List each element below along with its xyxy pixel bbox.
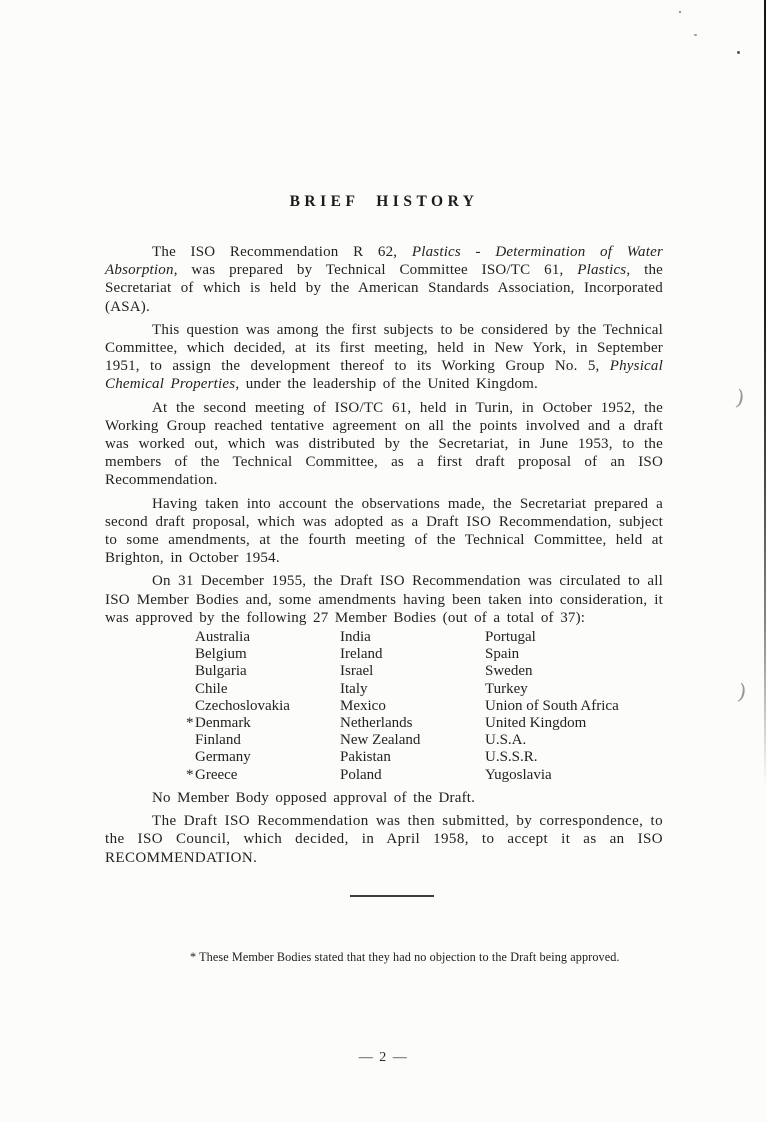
member-name: Germany — [195, 749, 251, 766]
member-item — [485, 715, 619, 732]
member-item — [340, 698, 420, 715]
paragraph-council-acceptance: The Draft ISO Recommendation was then submitted, by correspondence, to the ISO Council, which decided, in April 1958, to accept it as an ISO RECOMMENDATION. — [105, 813, 663, 866]
member-column — [186, 629, 290, 784]
paragraph-intro — [105, 243, 663, 316]
member-column — [340, 629, 420, 784]
footnote-marker: * — [186, 766, 194, 783]
paragraph-text: The ISO Recommendation R 62, — [152, 244, 412, 260]
member-name: Pakistan — [340, 749, 391, 766]
member-item — [485, 629, 619, 646]
member-item — [485, 767, 619, 784]
member-item — [195, 681, 290, 698]
member-name: Netherlands — [340, 715, 413, 732]
member-name: Chile — [195, 680, 228, 697]
paragraph-fourth-meeting: Having taken into account the observations made, the Secretariat prepared a second draft proposal, which was adopted as a Draft ISO Recommendation, subject to some amendments, at the fourth meeting of the Technical Committee, held at Brighton, in October 1954. — [105, 495, 663, 567]
member-name: Denmark — [195, 715, 251, 732]
member-item — [195, 732, 290, 749]
paragraph-text: , was prepared by Technical Committee ISO/TC 61, — [173, 262, 578, 279]
footnote-marker: * — [190, 949, 197, 964]
member-item — [186, 715, 290, 732]
member-item — [340, 715, 420, 732]
paragraph-second-meeting: At the second meeting of ISO/TC 61, held in Turin, in October 1952, the Working Group reached tentative agreement on all the points involved and a draft was worked out, which was distributed by the Secretariat, in June 1953, to the members of the Technical Committee, as a first draft proposal of an ISO Recommendation. — [105, 399, 663, 489]
paragraph-text: This question was among the first subjects to be considered by the Technical Committee, which decided, at its first meeting, held in New York, in September 1951, to assign the development thereof to its Working Group No. 5, — [105, 321, 663, 375]
member-item — [485, 749, 619, 766]
member-item — [195, 749, 290, 766]
member-name: Spain — [485, 646, 520, 663]
paragraph-text: , under the leadership of the United Kingdom. — [235, 376, 538, 393]
member-item — [195, 629, 290, 646]
member-name: Portugal — [485, 629, 536, 646]
paragraph-first-meeting — [105, 321, 663, 394]
member-name: Yugoslavia — [485, 766, 552, 783]
member-name: Italy — [340, 680, 368, 697]
member-name: Turkey — [485, 680, 528, 697]
member-name: United Kingdom — [485, 715, 587, 732]
page-number: — 2 — — [358, 1050, 409, 1065]
footnote — [190, 950, 663, 965]
member-name: Czechoslovakia — [195, 697, 290, 714]
member-item — [195, 646, 290, 663]
committee-name-italic: Plastics — [577, 262, 627, 279]
member-name: Finland — [195, 732, 241, 749]
member-name: Belgium — [195, 646, 247, 663]
paragraph-no-opposition: No Member Body opposed approval of the Draft. — [152, 790, 476, 807]
member-name: Israel — [340, 663, 374, 680]
scan-speck — [679, 11, 681, 13]
member-name: Ireland — [340, 646, 383, 663]
member-item — [186, 766, 290, 784]
member-item — [340, 681, 420, 698]
scan-pen-mark: ) — [733, 385, 747, 411]
member-item — [195, 698, 290, 715]
scan-speck — [694, 34, 697, 36]
member-name: Sweden — [485, 663, 533, 680]
paragraph-circulation: On 31 December 1955, the Draft ISO Recommendation was circulated to all ISO Member Bodies and, some amendments having been taken into consideration, it was approved by the following 27 Member Bodies (out of a total of 37): — [105, 573, 663, 626]
member-name: Greece — [195, 766, 238, 783]
member-name: U.S.A. — [485, 732, 527, 749]
member-item — [340, 767, 420, 784]
scan-pen-mark: ) — [735, 679, 749, 705]
footnote-separator-rule — [350, 895, 434, 897]
member-name: Bulgaria — [195, 663, 247, 680]
member-item — [340, 749, 420, 766]
member-name: Poland — [340, 766, 382, 783]
working-group-name-italic: Physical Chemical Properties — [105, 358, 663, 393]
member-item — [485, 732, 619, 749]
paragraph-text: , the Secretariat of which is held by the American Standards Association, Incorporated (ASA). — [105, 262, 663, 315]
member-item — [485, 681, 619, 698]
member-item — [485, 698, 619, 715]
footnote-text: These Member Bodies stated that they had no objection to the Draft being approved. — [199, 949, 620, 964]
page-title: BRIEF HISTORY — [289, 193, 479, 210]
member-name: Union of South Africa — [485, 697, 619, 714]
member-name: Mexico — [340, 697, 386, 714]
member-item — [340, 629, 420, 646]
member-item — [340, 732, 420, 749]
document-title-italic: Plastics - Determination of Water Absorption — [105, 244, 663, 279]
scan-speck — [737, 51, 740, 54]
member-column — [485, 629, 619, 784]
member-item — [485, 646, 619, 663]
member-name: India — [340, 629, 371, 646]
member-name: U.S.S.R. — [485, 749, 538, 766]
member-item — [485, 663, 619, 680]
member-item — [340, 646, 420, 663]
member-name: New Zealand — [340, 732, 421, 749]
scan-edge-line — [764, 0, 766, 785]
member-name: Australia — [195, 629, 250, 646]
document-body — [105, 193, 663, 965]
member-item — [195, 663, 290, 680]
footnote-marker: * — [186, 715, 194, 732]
member-item — [340, 663, 420, 680]
member-bodies-list — [105, 629, 663, 784]
